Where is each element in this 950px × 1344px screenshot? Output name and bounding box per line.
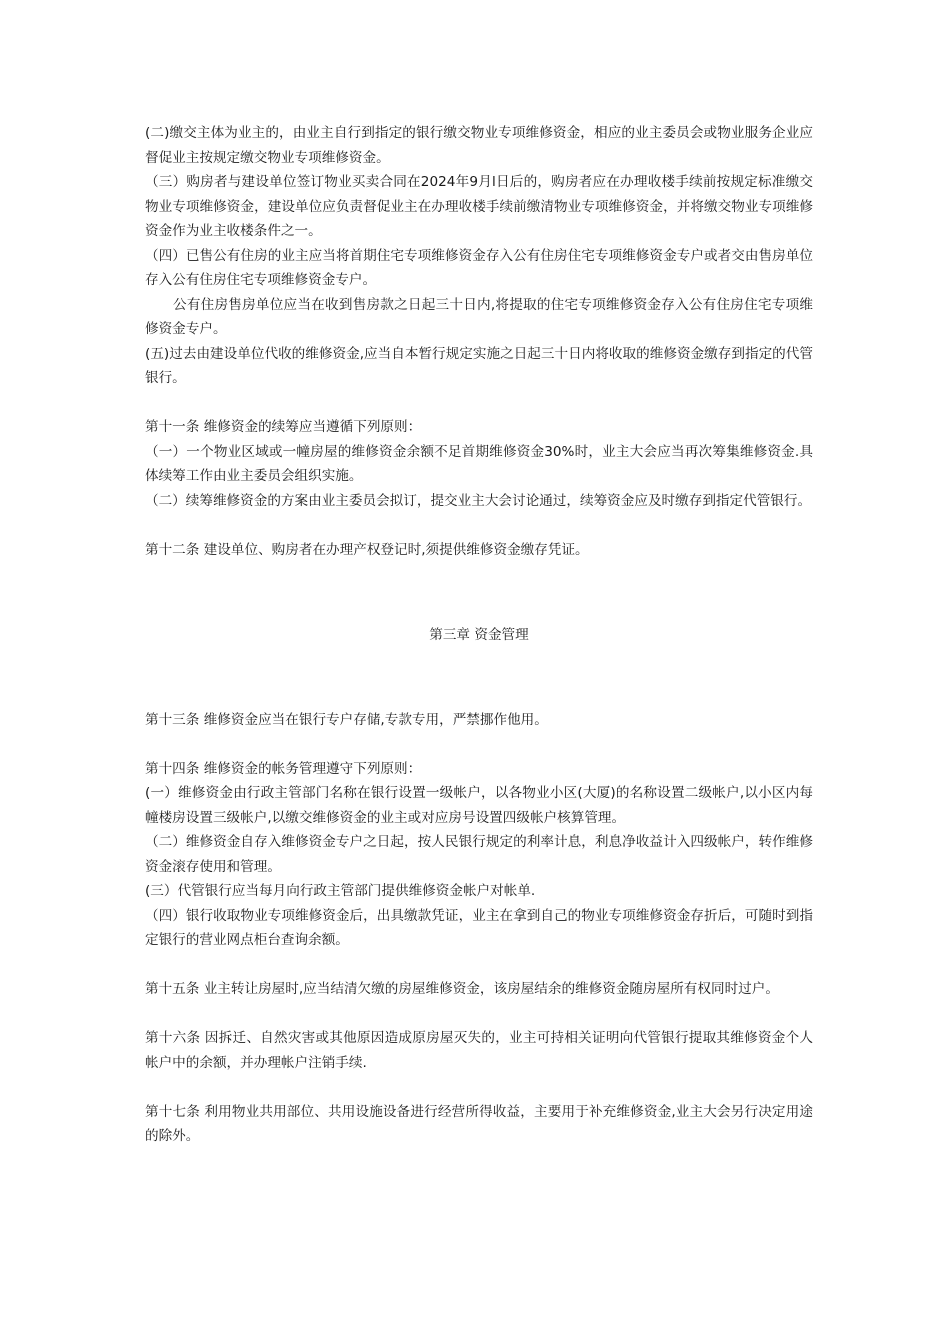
spacer [145, 1002, 813, 1027]
spacer [145, 598, 813, 623]
article-11-heading: 第十一条 维修资金的续筹应当遵循下列原则： [145, 419, 422, 435]
article-11-item-1: （一）一个物业区域或一幢房屋的维修资金余额不足首期维修资金30%时，业主大会应当再次筹集维修资金.具体续筹工作由业主委员会组织实施。 [145, 443, 813, 484]
article-17: 第十七条 利用物业共用部位、共用设施设备进行经营所得收益，主要用于补充维修资金,业主大会另行决定用途的除外。 [145, 1103, 813, 1144]
paragraph-item-3: （三）购房者与建设单位签订物业买卖合同在2024年9月l日后的，购房者应在办理收楼手续前按规定标准缴交物业专项维修资金，建设单位应负责督促业主在办理收楼手续前缴清物业专项维修资金，并将缴交物业专项维修资金作为业主收楼条件之一。 [145, 174, 813, 239]
article-12: 第十二条 建设单位、购房者在办理产权登记时,须提供维修资金缴存凭证。 [145, 541, 589, 558]
article-11-item-2: （二）续筹维修资金的方案由业主委员会拟订，提交业主大会讨论通过，续筹资金应及时缴存到指定代管银行。 [145, 492, 812, 509]
article-14-item-4: （四）银行收取物业专项维修资金后，出具缴款凭证，业主在拿到自己的物业专项维修资金存折后，可随时到指定银行的营业网点柜台查询余额。 [145, 907, 813, 948]
article-14-item-3: (三）代管银行应当每月向行政主管部门提供维修资金帐户对帐单. [145, 883, 536, 899]
spacer [145, 732, 813, 757]
spacer [145, 953, 813, 978]
spacer [145, 1075, 813, 1100]
paragraph-item-5: (五)过去由建设单位代收的维修资金,应当自本暂行规定实施之日起三十日内将收取的维修资金缴存到指定的代管银行。 [145, 345, 813, 386]
spacer [145, 647, 813, 683]
chapter-3-title: 第三章 资金管理 [429, 626, 529, 643]
paragraph-public-housing: 公有住房售房单位应当在收到售房款之日起三十日内,将提取的住宅专项维修资金存入公有住房住宅专项维修资金专户。 [145, 296, 813, 337]
spacer [145, 562, 813, 598]
article-15: 第十五条 业主转让房屋时,应当结清欠缴的房屋维修资金，该房屋结余的维修资金随房屋所有权同时过户。 [145, 981, 779, 997]
spacer [145, 513, 813, 538]
article-14-heading: 第十四条 维修资金的帐务管理遵守下列原则： [145, 760, 422, 777]
document-body [145, 121, 813, 1149]
article-14-item-1: (一）维修资金由行政主管部门名称在银行设置一级帐户，以各物业小区(大厦)的名称设置二级帐户,以小区内每幢楼房设置三级帐户,以缴交维修资金的业主或对应房号设置四级帐户核算管理。 [145, 785, 813, 826]
paragraph-item-2: (二)缴交主体为业主的，由业主自行到指定的银行缴交物业专项维修资金，相应的业主委员会或物业服务企业应督促业主按规定缴交物业专项维修资金。 [145, 125, 813, 166]
spacer [145, 683, 813, 708]
article-13: 第十三条 维修资金应当在银行专户存储,专款专用，严禁挪作他用。 [145, 711, 548, 728]
paragraph-item-4: （四）已售公有住房的业主应当将首期住宅专项维修资金存入公有住房住宅专项维修资金专户或者交由售房单位存入公有住房住宅专项维修资金专户。 [145, 247, 813, 288]
article-14-item-2: （二）维修资金自存入维修资金专户之日起，按人民银行规定的利率计息，利息净收益计入四级帐户，转作维修资金滚存使用和管理。 [145, 834, 813, 875]
spacer [145, 391, 813, 416]
article-16: 第十六条 因拆迁、自然灾害或其他原因造成原房屋灭失的，业主可持相关证明向代管银行提取其维修资金个人帐户中的余额，并办理帐户注销手续. [145, 1030, 813, 1071]
